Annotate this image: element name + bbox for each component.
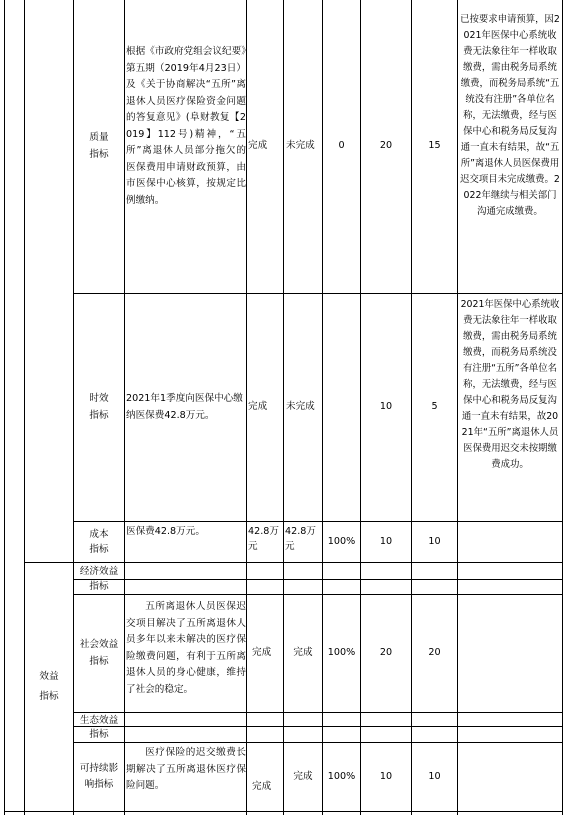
cost-weight: 10 — [379, 535, 393, 547]
ecological-indicator-label: 生态效益 指标 — [79, 714, 119, 740]
cost-target: 42.8万元 — [248, 526, 279, 552]
sustainable-target: 完成 — [252, 781, 272, 792]
cost-rate: 100% — [327, 535, 356, 547]
economic-indicator-label: 经济效益 指标 — [79, 565, 119, 592]
grid-line — [4, 0, 5, 815]
sustainable-weight: 10 — [379, 770, 393, 782]
timeliness-actual: 未完成 — [286, 401, 315, 413]
quality-target: 完成 — [248, 140, 268, 152]
social-weight: 20 — [379, 647, 393, 659]
quality-indicator-label: 质量 指标 — [89, 132, 109, 160]
social-description: 五所离退休人员医保迟交项目解决了五所离退休人员多年以来未解决的医疗保险缴费问题，有利于五所离退休人员的身心健康，维持了社会的稳定。 — [126, 601, 246, 695]
quality-notes: 已按要求申请预算，因2021年医保中心系统收费无法象往年一样收取缴费，需由税务局系统缴费，而税务局系统“五统没有注册”各单位名称，无法缴费，经与医保中心和税务局反复沟通一直未有结果，故“五所”离退休人员医保费用迟交项目未完成缴费。2022年继续与相关部门沟通完成缴费。 — [460, 14, 560, 217]
sustainable-score: 10 — [428, 770, 441, 782]
grid-line — [562, 0, 563, 815]
timeliness-target: 完成 — [248, 401, 268, 413]
timeliness-weight: 10 — [379, 401, 393, 413]
sustainable-indicator-label: 可持续影 响指标 — [79, 762, 119, 790]
timeliness-notes: 2021年医保中心系统收费无法象往年一样收取缴费，需由税务局系统缴费，而税务局系统没有注册“五所”各单位名称，无法缴费，经与医保中心和税务局反复沟通一直未有结果，故2021年“五所”离退休人员医保费用迟交未按期缴费成功。 — [460, 299, 560, 470]
social-actual: 完成 — [293, 647, 313, 659]
cost-description: 医保费42.8万元。 — [126, 526, 205, 537]
social-rate: 100% — [327, 647, 356, 659]
grid-line — [4, 811, 563, 812]
cost-indicator-label: 成本 指标 — [89, 529, 109, 555]
grid-line — [73, 579, 563, 580]
quality-description: 根据《市政府党组会议纪要》第五期（2019年4月23日）及《关于协商解决“五所”离退休人员医疗保险资金问题的答复意见》(阜财教复【2019】112号)精神，“五所”离退休人员部分拖欠的医保费用申请财政预算，由市医保中心核算，按规定比例缴纳。 — [126, 46, 246, 206]
quality-score: 15 — [428, 140, 441, 152]
grid-line — [73, 726, 563, 727]
cost-score: 10 — [428, 535, 441, 547]
cost-actual: 42.8万元 — [285, 526, 316, 552]
social-indicator-label: 社会效益 指标 — [79, 639, 119, 667]
timeliness-description: 2021年1季度向医保中心缴纳医保费42.8万元。 — [126, 393, 243, 421]
social-target: 完成 — [252, 647, 272, 659]
sustainable-rate: 100% — [327, 770, 356, 782]
quality-weight: 20 — [379, 140, 393, 152]
grid-line — [73, 521, 563, 522]
timeliness-indicator-label: 时效 指标 — [89, 393, 109, 421]
quality-rate: 0 — [338, 140, 345, 152]
sustainable-actual: 完成 — [293, 770, 313, 782]
grid-line — [73, 712, 563, 713]
grid-line — [73, 0, 74, 815]
quality-actual: 未完成 — [286, 140, 315, 152]
sustainable-description: 医疗保险的迟交缴费长期解决了五所离退休医疗保险问题。 — [126, 747, 246, 791]
timeliness-score: 5 — [431, 401, 438, 413]
social-score: 20 — [428, 647, 441, 659]
timeliness-rate — [323, 294, 360, 521]
benefit-category-label: 效益 指标 — [39, 671, 59, 702]
